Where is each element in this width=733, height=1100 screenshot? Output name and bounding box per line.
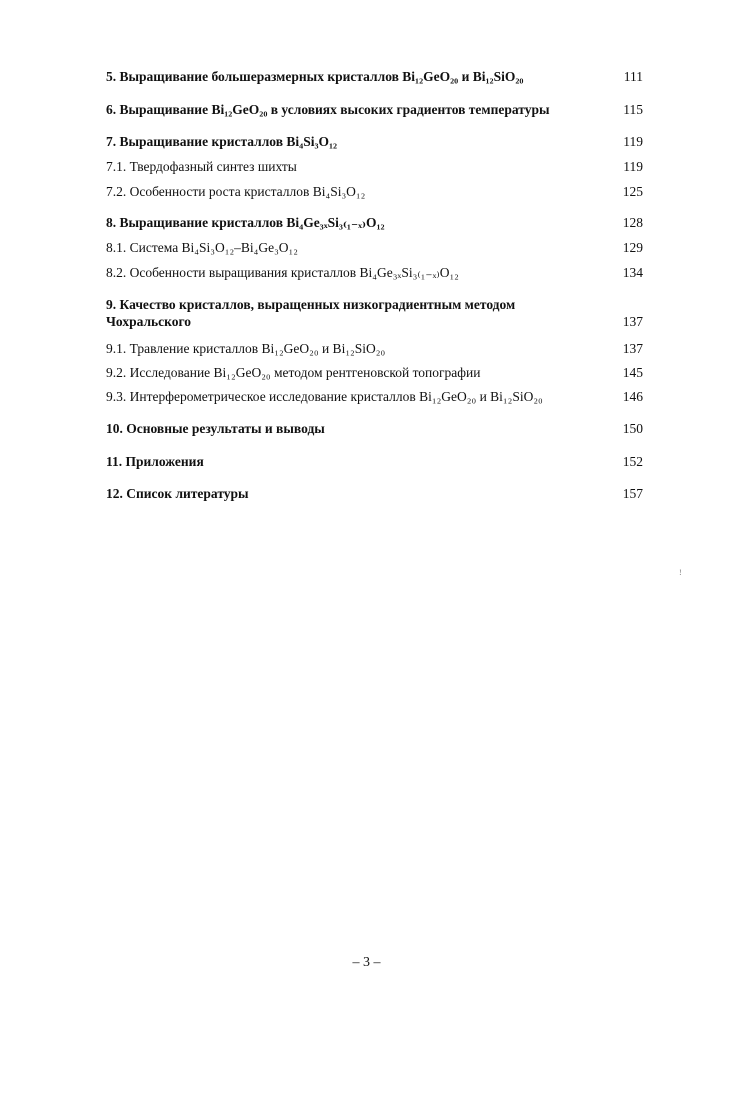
toc-entry-page: 134 bbox=[622, 265, 643, 280]
page-number: – 3 – bbox=[352, 955, 381, 970]
toc-entry-title: 7.1. Твердофазный синтез шихты bbox=[106, 159, 297, 174]
toc-entry-title: 5. Выращивание большеразмерных кристаллов Bi₁₂GeO₂₀ и Bi₁₂SiO₂₀ bbox=[106, 69, 524, 84]
toc-entry-10 bbox=[106, 420, 643, 437]
toc-entry-title: 9.3. Интерферометрическое исследование кристаллов Bi₁₂GeO₂₀ и Bi₁₂SiO₂₀ bbox=[106, 389, 543, 404]
toc-entry-title: 8. Выращивание кристаллов Bi₄Ge₃ₓSi₃₍₁₋ₓ₎O₁₂ bbox=[106, 215, 385, 230]
toc-entry-title: 11. Приложения bbox=[106, 454, 204, 469]
toc-entry-9-1 bbox=[106, 340, 643, 357]
toc-entry-9-2 bbox=[106, 364, 643, 381]
toc-entry-title: 9. Качество кристаллов, выращенных низкоградиентным методом Чохральского bbox=[106, 297, 516, 329]
toc-entry-title: 8.1. Система Bi₄Si₃O₁₂–Bi₄Ge₃O₁₂ bbox=[106, 240, 298, 255]
margin-mark: ! bbox=[679, 568, 682, 577]
toc-entry-page: 146 bbox=[622, 389, 643, 404]
toc-entry-8-1 bbox=[106, 239, 643, 256]
toc-entry-5 bbox=[106, 68, 643, 85]
toc-entry-page: 137 bbox=[622, 341, 643, 356]
toc-entry-7 bbox=[106, 133, 643, 150]
toc-entry-8 bbox=[106, 214, 643, 231]
toc-entry-page: 115 bbox=[623, 102, 643, 117]
toc-entry-page: 119 bbox=[623, 159, 643, 174]
toc-entry-9-3 bbox=[106, 388, 643, 405]
toc-entry-page: 150 bbox=[622, 421, 643, 436]
toc-entry-12 bbox=[106, 485, 643, 502]
toc-entry-9 bbox=[106, 296, 643, 330]
toc-entry-page: 145 bbox=[622, 365, 643, 380]
toc-entry-11 bbox=[106, 453, 643, 470]
toc-entry-title: 9.1. Травление кристаллов Bi₁₂GeO₂₀ и Bi₁₂SiO₂₀ bbox=[106, 341, 386, 356]
toc-entry-6 bbox=[106, 101, 643, 118]
toc-entry-page: 125 bbox=[622, 184, 643, 199]
toc-entry-7-1 bbox=[106, 158, 643, 175]
toc-entry-title: 7. Выращивание кристаллов Bi₄Si₃O₁₂ bbox=[106, 134, 338, 149]
toc-entry-page: 119 bbox=[623, 134, 643, 149]
toc-entry-page: 152 bbox=[622, 454, 643, 469]
toc-entry-8-2 bbox=[106, 264, 643, 281]
toc-entry-title: 8.2. Особенности выращивания кристаллов Bi₄Ge₃ₓSi₃₍₁₋ₓ₎O₁₂ bbox=[106, 265, 459, 280]
toc-entry-title: 9.2. Исследование Bi₁₂GeO₂₀ методом рентгеновской топографии bbox=[106, 365, 481, 380]
toc-entry-page: 128 bbox=[622, 215, 643, 230]
toc-entry-page: 137 bbox=[622, 314, 643, 329]
toc-entry-page: 157 bbox=[622, 486, 643, 501]
toc-entry-title: 12. Список литературы bbox=[106, 486, 249, 501]
toc-entry-title: 6. Выращивание Bi₁₂GeO₂₀ в условиях высоких градиентов температуры bbox=[106, 102, 550, 117]
toc-entry-7-2 bbox=[106, 183, 643, 200]
toc-entry-title: 10. Основные результаты и выводы bbox=[106, 421, 325, 436]
toc-entry-page: 129 bbox=[622, 240, 643, 255]
toc-entry-page: 111 bbox=[623, 69, 643, 84]
toc-entry-title: 7.2. Особенности роста кристаллов Bi₄Si₃O₁₂ bbox=[106, 184, 366, 199]
